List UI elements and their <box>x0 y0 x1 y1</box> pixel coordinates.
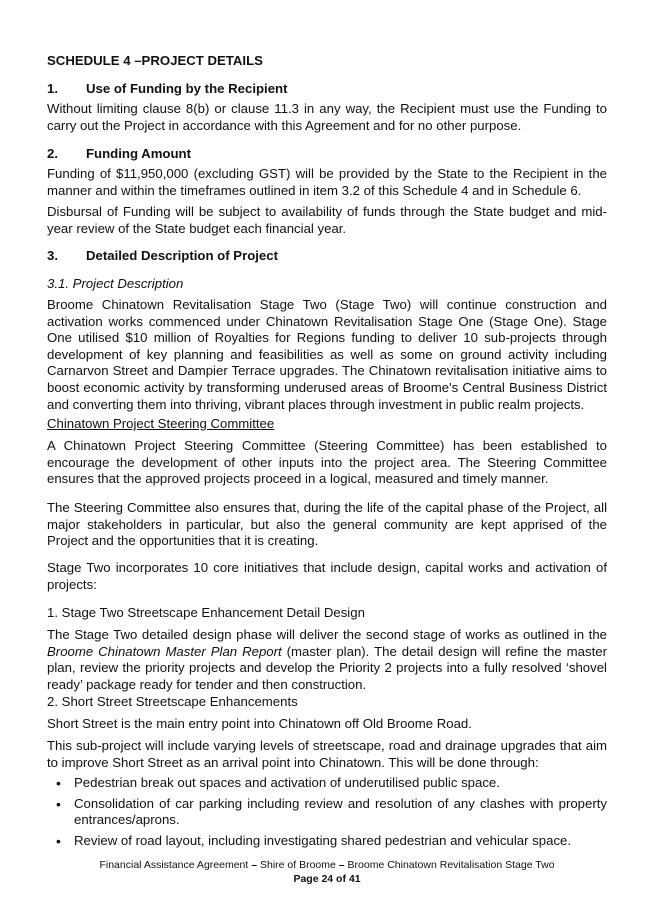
schedule-title: SCHEDULE 4 –PROJECT DETAILS <box>47 53 263 68</box>
steering-committee-heading: Chinatown Project Steering Committee <box>47 416 275 431</box>
section-2-number: 2. <box>47 146 58 161</box>
section-3-heading <box>47 248 607 265</box>
item-2-heading: 2. Short Street Streetscape Enhancements <box>47 694 298 709</box>
initiatives-intro: Stage Two incorporates 10 core initiatives that include design, capital works and activation of projects: <box>47 560 607 592</box>
footer-text-3: Broome Chinatown Revitalisation Stage Two <box>344 859 555 871</box>
item-1-heading: 1. Stage Two Streetscape Enhancement Detail Design <box>47 605 365 620</box>
section-1-heading <box>47 81 607 98</box>
section-3-number: 3. <box>47 248 58 263</box>
section-3-title: Detailed Description of Project <box>86 248 278 263</box>
list-item: • Consolidation of car parking including review and resolution of any clashes with property entrances/aprons. <box>47 796 607 829</box>
footer-text-1: Financial Assistance Agreement <box>99 859 252 871</box>
section-2-paragraph-1: Funding of $11,950,000 (excluding GST) will be provided by the State to the Recipient in the manner and within the timeframes outlined in item 3.2 of this Schedule 4 and in Schedule 6. <box>47 166 607 198</box>
list-item: • Review of road layout, including investigating shared pedestrian and vehicular space. <box>47 833 607 850</box>
item-1-paragraph <box>47 627 607 693</box>
section-2-title: Funding Amount <box>86 146 191 161</box>
item-2-paragraph-2: This sub-project will include varying levels of streetscape, road and drainage upgrades that aim to improve Short Street as an arrival point into Chinatown. This will be done through: <box>47 738 607 770</box>
list-item: • Pedestrian break out spaces and activation of underutilised public space. <box>47 775 607 792</box>
footer-dash-1: – <box>251 859 258 871</box>
section-1-number: 1. <box>47 81 58 96</box>
steering-committee-paragraph-2: The Steering Committee also ensures that, during the life of the capital phase of the Project, all major stakeholders in particular, but also the general community are kept apprised of the Project and the opportunities that it is creating. <box>47 500 607 549</box>
footer-line <box>47 859 607 872</box>
section-2-paragraph-2: Disbursal of Funding will be subject to availability of funds through the State budget and mid-year review of the State budget each financial year. <box>47 204 607 236</box>
subsection-3-1-title: 3.1. Project Description <box>47 276 184 291</box>
item-1-text-end: (master plan). The detail design will refine the master plan, review the priority projects and develop the Priority 2 projects into a fully resolved ‘shovel ready’ package ready for tender and then construction. <box>47 643 607 692</box>
section-2-heading <box>47 146 607 163</box>
section-1-title: Use of Funding by the Recipient <box>86 81 288 96</box>
footer-text-2: Shire of Broome <box>257 859 339 871</box>
project-description-paragraph: Broome Chinatown Revitalisation Stage Two (Stage Two) will continue construction and activation works commenced under Chinatown Revitalisation Stage One (Stage One). Stage One utilised $10 million of Royalties for Regions funding to deliver 10 sub-projects through development of key planning and feasibilities as well as some on ground activity including Carnarvon Street and Dampier Terrace upgrades. The Chinatown revitalisation initiative aims to boost economic activity by transforming underused areas of Broome's Central Business District and converting them into thriving, vibrant places through investment in public realm projects. <box>47 297 607 412</box>
item-2-paragraph-1: Short Street is the main entry point into Chinatown off Old Broome Road. <box>47 716 472 731</box>
section-1-paragraph: Without limiting clause 8(b) or clause 11.3 in any way, the Recipient must use the Funding to carry out the Project in accordance with this Agreement and for no other purpose. <box>47 101 607 133</box>
steering-committee-paragraph-1: A Chinatown Project Steering Committee (Steering Committee) has been established to encourage the development of other inputs into the project area. The Steering Committee ensures that the approved projects proceed in a logical, measured and timely manner. <box>47 438 607 487</box>
page-number: Page 24 of 41 <box>293 873 361 885</box>
footer-dash-2: – <box>338 859 345 871</box>
item-1-text-start: The Stage Two detailed design phase will deliver the second stage of works as outlined in the <box>47 627 607 642</box>
master-plan-report-title: Broome Chinatown Master Plan Report <box>47 643 282 659</box>
bullet-list <box>47 775 607 849</box>
